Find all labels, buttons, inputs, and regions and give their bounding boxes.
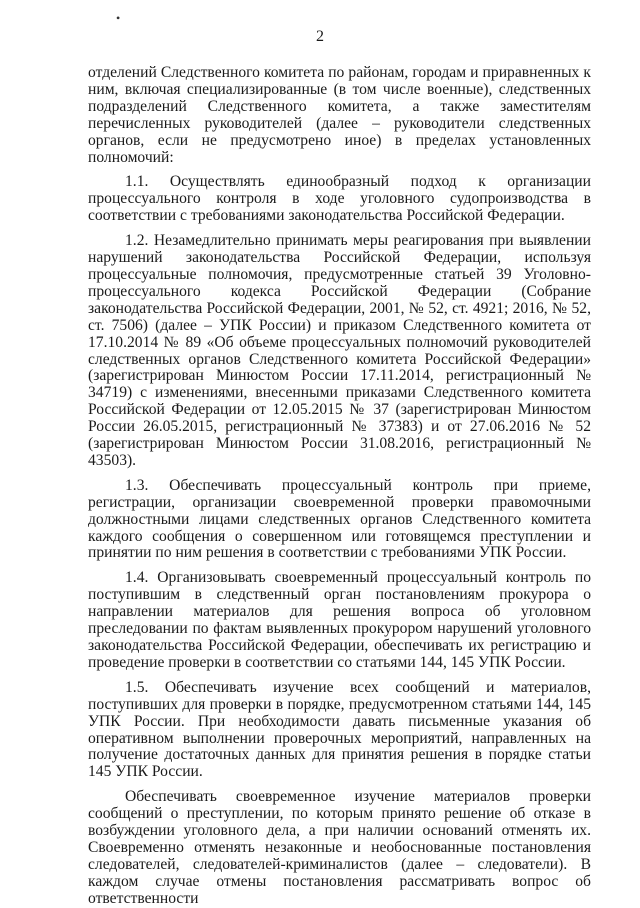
paragraph-continuation: отделений Следственного комитета по районам, городам и приравненных к ним, включая специализированные (в том числе военные), следственных подразделений Следственного комитета, а также заместителям перечисленных руководителей (далее – руководители следственных органов, если не предусмотрено иное) в пределах установленных полномочий: xyxy=(88,64,591,166)
document-body xyxy=(88,65,591,908)
paragraph-1-2: 1.2. Незамедлительно принимать меры реагирования при выявлении нарушений законодательства Российской Федерации, используя процессуальные полномочия, предусмотренные статьей 39 Уголовно-процессуального кодекса Российской Федерации (Собрание законодательства Российской Федерации, 2001, № 52, ст. 4921; 2016, № 52, ст. 7506) (далее – УПК России) и приказом Следственного комитета от 17.10.2014 № 89 «Об объеме процессуальных полномочий руководителей следственных органов Следственного комитета Российской Федерации» (зарегистрирован Минюстом России 17.11.2014, регистрационный № 34719) с изменениями, внесенными приказами Следственного комитета Российской Федерации от 12.05.2015 № 37 (зарегистрирован Минюстом России 26.05.2015, регистрационный № 37383) и от 27.06.2016 № 52 (зарегистрирован Минюстом России 31.08.2016, регистрационный № 43503). xyxy=(88,232,591,469)
paragraph-1-1: 1.1. Осуществлять единообразный подход к организации процессуального контроля в ходе уголовного судопроизводства в соответствии с требованиями законодательства Российской Федерации. xyxy=(88,173,591,225)
paragraph-review: Обеспечивать своевременное изучение материалов проверки сообщений о преступлении, по которым принято решение об отказе в возбуждении уголовного дела, а при наличии оснований отменять их. Своевременно отменять незаконные и необоснованные постановления следователей, следователей-криминалистов (далее – следователи). В каждом случае отмены постановления рассматривать вопрос об ответственности xyxy=(88,788,591,907)
paragraph-1-3: 1.3. Обеспечивать процессуальный контроль при приеме, регистрации, организации своевременной проверки правомочными должностными лицами следственных органов Следственного комитета каждого сообщения о совершенном или готовящемся преступлении и принятии по ним решения в соответствии с требованиями УПК России. xyxy=(88,476,591,562)
paragraph-1-5: 1.5. Обеспечивать изучение всех сообщений и материалов, поступивших для проверки в порядке, предусмотренном статьями 144, 145 УПК России. При необходимости давать письменные указания об оперативном выполнении проверочных мероприятий, направленных на получение достаточных данных для принятия решения в порядке статьи 145 УПК России. xyxy=(88,678,591,781)
page-number: 2 xyxy=(316,28,324,45)
page-mark: • xyxy=(116,11,121,25)
paragraph-1-4: 1.4. Организовывать своевременный процессуальный контроль по поступившим в следственный орган постановлениям прокурора о направлении материалов для решения вопроса об уголовном преследовании по фактам выявленных прокурором нарушений уголовного законодательства Российской Федерации, обеспечивать их регистрацию и проведение проверки в соответствии со статьями 144, 145 УПК России. xyxy=(88,569,591,671)
